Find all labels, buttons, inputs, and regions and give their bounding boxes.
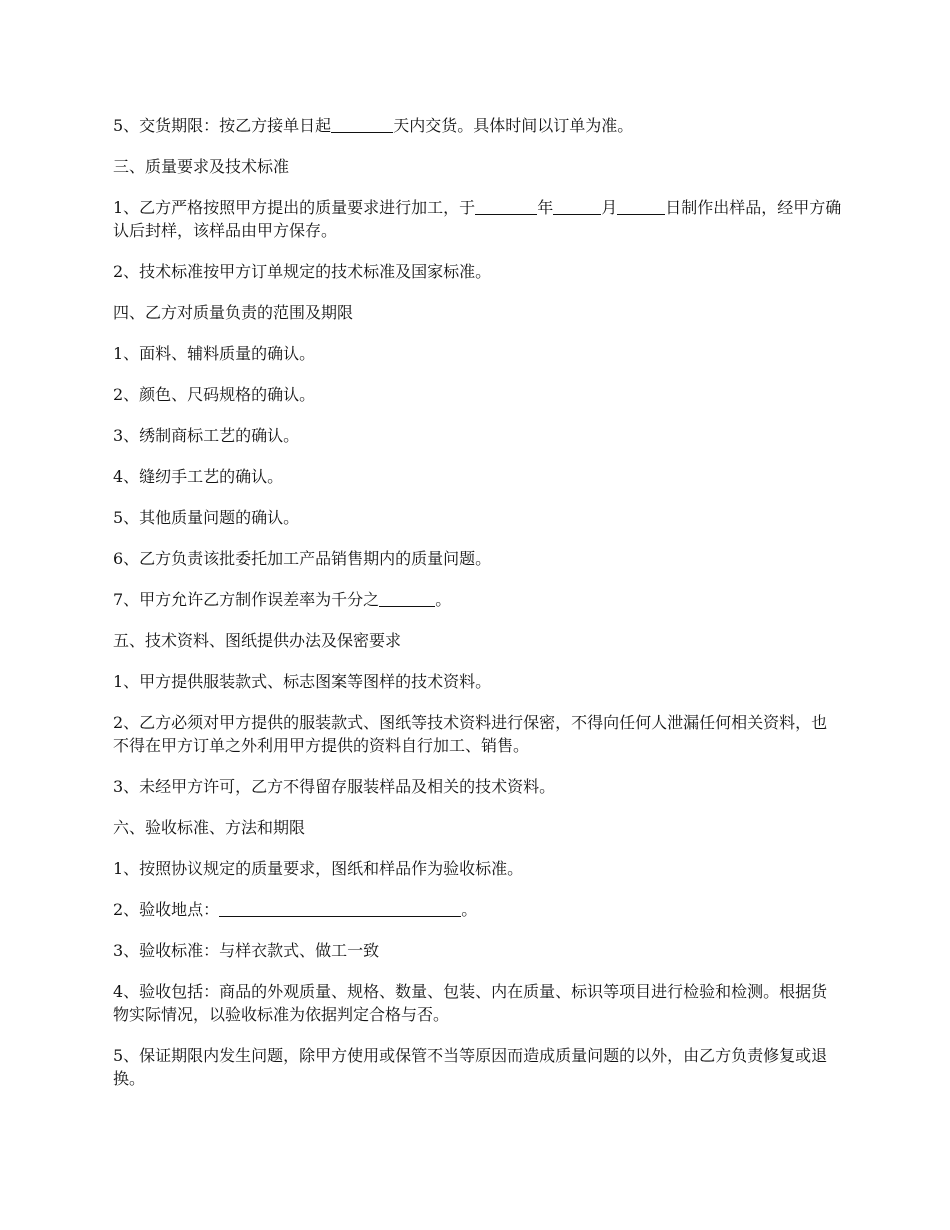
- blank-location[interactable]: [219, 900, 461, 917]
- para-acceptance-standard: 3、验收标准：与样衣款式、做工一致: [113, 941, 380, 960]
- section-heading-acceptance: 六、验收标准、方法和期限: [113, 818, 306, 837]
- para-confidentiality: 2、乙方必须对甲方提供的服装款式、图纸等技术资料进行保密，不得向任何人泄漏任何相关资料，也不得在甲方订单之外利用甲方提供的资料自行加工、销售。: [113, 713, 828, 755]
- para-other-confirm: 5、其他质量问题的确认。: [113, 508, 300, 527]
- document-page: [113, 114, 843, 1108]
- para-delivery-term: 5、交货期限：按乙方接单日起 天内交货。具体时间以订单为准。: [113, 116, 634, 135]
- para-label-confirm: 3、绣制商标工艺的确认。: [113, 426, 300, 445]
- para-acceptance-scope: 4、验收包括：商品的外观质量、规格、数量、包装、内在质量、标识等项目进行检验和检测。根据货物实际情况，以验收标准为依据判定合格与否。: [113, 982, 828, 1024]
- section-heading-quality: 三、质量要求及技术标准: [113, 157, 290, 176]
- para-error-rate: 7、甲方允许乙方制作误差率为千分之 。: [113, 590, 452, 609]
- para-sales-period-quality: 6、乙方负责该批委托加工产品销售期内的质量问题。: [113, 549, 492, 568]
- para-sewing-confirm: 4、缝纫手工艺的确认。: [113, 467, 284, 486]
- para-no-retention: 3、未经甲方许可，乙方不得留存服装样品及相关的技术资料。: [113, 777, 556, 796]
- para-technical-standard: 2、技术标准按甲方订单规定的技术标准及国家标准。: [113, 262, 492, 281]
- para-acceptance-location: 2、验收地点： 。: [113, 900, 478, 919]
- section-heading-tech-data: 五、技术资料、图纸提供办法及保密要求: [113, 631, 402, 650]
- para-sample-making: 1、乙方严格按照甲方提出的质量要求进行加工，于 年 月 日制作出样品，经甲方确认后封样，该样品由甲方保存。: [113, 198, 842, 240]
- blank-year[interactable]: [475, 198, 537, 215]
- para-warranty: 5、保证期限内发生问题，除甲方使用或保管不当等原因而造成质量问题的以外，由乙方负责修复或退换。: [113, 1046, 828, 1088]
- blank-month[interactable]: [553, 198, 601, 215]
- blank-days[interactable]: [331, 116, 393, 133]
- para-color-size-confirm: 2、颜色、尺码规格的确认。: [113, 385, 316, 404]
- para-fabric-confirm: 1、面料、辅料质量的确认。: [113, 344, 316, 363]
- blank-error-rate[interactable]: [379, 590, 435, 607]
- section-heading-responsibility: 四、乙方对质量负责的范围及期限: [113, 303, 354, 322]
- para-acceptance-basis: 1、按照协议规定的质量要求，图纸和样品作为验收标准。: [113, 859, 524, 878]
- blank-day[interactable]: [617, 198, 665, 215]
- para-provide-tech-data: 1、甲方提供服装款式、标志图案等图样的技术资料。: [113, 672, 492, 691]
